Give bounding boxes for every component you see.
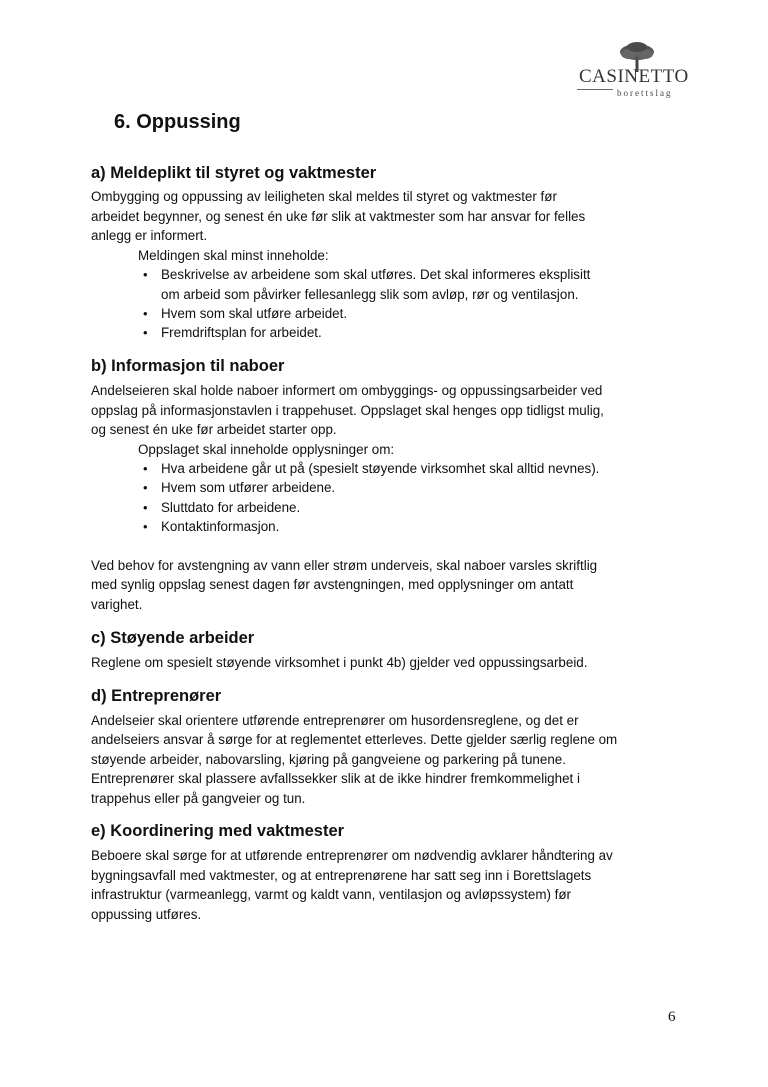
section-e-text-line: oppussing utføres. xyxy=(91,907,202,922)
section-a-text-line: arbeidet begynner, og senest én uke før slik at vaktmester som har ansvar for felles xyxy=(91,209,586,224)
bullet-icon: • xyxy=(143,461,148,476)
logo-name: CASINETTO xyxy=(579,66,689,87)
section-e-text-line: infrastruktur (varmeanlegg, varmt og kaldt vann, ventilasjon og avløpssystem) før xyxy=(91,887,572,902)
section-b-bullet: Hvem som utfører arbeidene. xyxy=(161,480,336,495)
section-b-text-line: varighet. xyxy=(91,597,143,612)
section-b-bullet: Sluttdato for arbeidene. xyxy=(161,500,301,515)
section-a-text-line: Ombygging og oppussing av leiligheten skal meldes til styret og vaktmester før xyxy=(91,189,557,204)
section-b-text-line: med synlig oppslag senest dagen før avstengningen, med opplysninger om antatt xyxy=(91,577,574,592)
section-b-bullet: Hva arbeidene går ut på (spesielt støyende virksomhet skal alltid nevnes). xyxy=(161,461,600,476)
bullet-icon: • xyxy=(143,480,148,495)
section-d-text-line: andelseiers ansvar å sørge for at reglementet etterleves. Dette gjelder særlig reglene om xyxy=(91,732,618,747)
section-c-title: c) Støyende arbeider xyxy=(91,629,255,647)
section-b-text-line: og senest én uke før arbeidet starter opp. xyxy=(91,422,337,437)
bullet-icon: • xyxy=(143,306,148,321)
bullet-icon: • xyxy=(143,500,148,515)
page-number: 6 xyxy=(668,1009,676,1025)
bullet-icon: • xyxy=(143,267,148,282)
section-a-bullet: Hvem som skal utføre arbeidet. xyxy=(161,306,348,321)
logo-subtitle: borettslag xyxy=(617,88,673,98)
section-d-text-line: Entreprenører skal plassere avfallssekker slik at de ikke hindrer fremkommelighet i xyxy=(91,771,580,786)
section-e-title: e) Koordinering med vaktmester xyxy=(91,822,345,840)
section-b-bullet: Kontaktinformasjon. xyxy=(161,519,280,534)
section-b-text-line: Ved behov for avstengning av vann eller strøm underveis, skal naboer varsles skriftlig xyxy=(91,558,598,573)
section-d-text-line: Andelseier skal orientere utførende entreprenører om husordensreglene, og det er xyxy=(91,713,579,728)
bullet-icon: • xyxy=(143,325,148,340)
section-b-text-line: Andelseieren skal holde naboer informert om ombyggings- og oppussingsarbeider ved xyxy=(91,383,603,398)
section-d-title: d) Entreprenører xyxy=(91,687,222,705)
section-a-list-intro: Meldingen skal minst inneholde: xyxy=(138,248,329,263)
section-b-list-intro: Oppslaget skal inneholde opplysninger om: xyxy=(138,442,395,457)
page-title: 6. Oppussing xyxy=(114,111,241,133)
section-e-text-line: Beboere skal sørge for at utførende entreprenører om nødvendig avklarer håndtering av xyxy=(91,848,613,863)
section-a-bullet: Beskrivelse av arbeidene som skal utføres. Det skal informeres eksplisitt xyxy=(161,267,591,282)
section-b-text-line: oppslag på informasjonstavlen i trappehuset. Oppslaget skal henges opp tidligst mulig, xyxy=(91,403,604,418)
section-e-text-line: bygningsavfall med vaktmester, og at entreprenørene har satt seg inn i Borettslagets xyxy=(91,868,592,883)
section-d-text-line: støyende arbeider, nabovarsling, kjøring på gangveiene og parkering på tunene. xyxy=(91,752,566,767)
section-a-bullet: Fremdriftsplan for arbeidet. xyxy=(161,325,322,340)
section-a-title: a) Meldeplikt til styret og vaktmester xyxy=(91,164,377,182)
section-a-bullet-cont: om arbeid som påvirker fellesanlegg slik som avløp, rør og ventilasjon. xyxy=(161,287,579,302)
section-d-text-line: trappehus eller på gangveier og tun. xyxy=(91,791,306,806)
casinetto-logo xyxy=(575,42,689,100)
section-b-title: b) Informasjon til naboer xyxy=(91,357,285,375)
logo-rule xyxy=(577,89,613,90)
bullet-icon: • xyxy=(143,519,148,534)
section-c-text-line: Reglene om spesielt støyende virksomhet i punkt 4b) gjelder ved oppussingsarbeid. xyxy=(91,655,588,670)
section-a-text-line: anlegg er informert. xyxy=(91,228,208,243)
